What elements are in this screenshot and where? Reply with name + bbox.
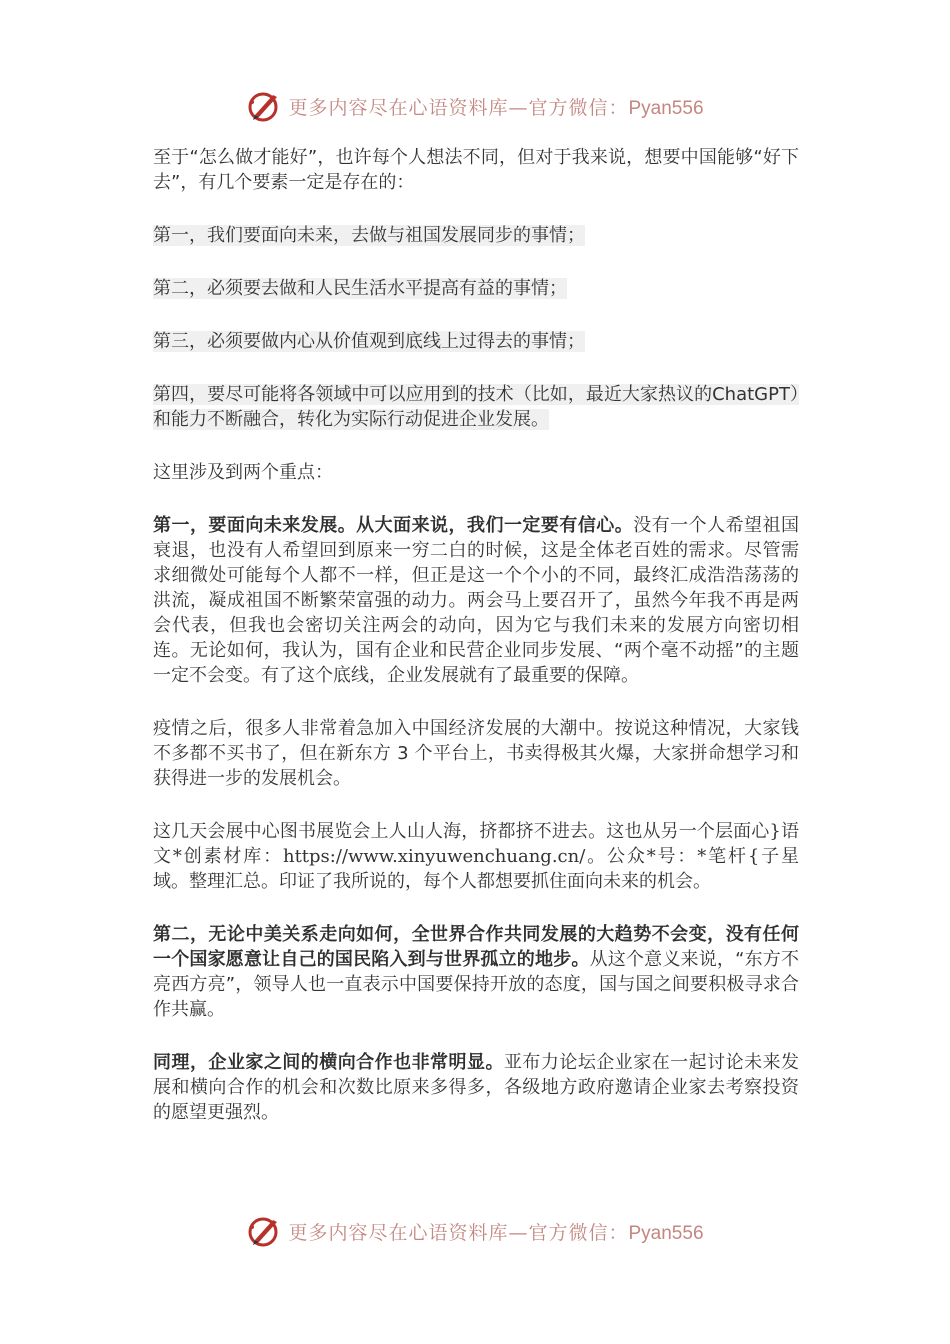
paragraph-intro: 至于“怎么做才能好”，也许每个人想法不同，但对于我来说，想要中国能够“好下去”，有几个要素一定是存在的： xyxy=(153,147,799,193)
footer-banner xyxy=(0,1211,950,1251)
paragraph-entrepreneur-cooperation: 同理，企业家之间的横向合作也非常明显。亚布力论坛企业家在一起讨论未来发展和横向合作的机会和次数比原来多得多，各级地方政府邀请企业家去考察投资的愿望更强烈。 xyxy=(153,1052,800,1123)
paragraph-book-fair: 这几天会展中心图书展览会上人山人海，挤都挤不进去。这也从另一个层面心}语文*创素材库：https://www.xinyuwenchuang.cn/。公众*号：*笔杆{子星域。整理汇总。印证了我所说的，每个人都想要抓住面向未来的机会。 xyxy=(153,821,799,892)
paragraph-after-epidemic: 疫情之后，很多人非常着急加入中国经济发展的大潮中。按说这种情况，大家钱不多都不买书了，但在新东方 3 个平台上，书卖得极其火爆，大家拼命想学习和获得进一步的发展机会。 xyxy=(153,718,799,789)
paragraph-future-development: 第一，要面向未来发展。从大面来说，我们一定要有信心。没有一个人希望祖国衰退，也没有人希望回到原来一穷二白的时候，这是全体老百姓的需求。尽管需求细微处可能每个人都不一样，但正是这一个个小的不同，最终汇成浩浩荡荡的洪流，凝成祖国不断繁荣富强的动力。两会马上要召开了，虽然今年我不再是两会代表，但我也会密切关注两会的动向，因为它与我们未来的发展方向密切相连。无论如何，我认为，国有企业和民营企业同步发展、“两个毫不动摇”的主题一定不会变。有了这个底线，企业发展就有了最重要的保障。 xyxy=(153,515,799,686)
paragraph-point-1: 第一，我们要面向未来，去做与祖国发展同步的事情； xyxy=(153,225,585,246)
paragraph-point-4: 第四，要尽可能将各领域中可以应用到的技术（比如，最近大家热议的ChatGPT）和能力不断融合，转化为实际行动促进企业发展。 xyxy=(153,384,799,430)
paragraph-two-points: 这里涉及到两个重点： xyxy=(153,462,333,483)
paragraph-point-3: 第三，必须要做内心从价值观到底线上过得去的事情； xyxy=(153,331,585,352)
paragraph-global-cooperation: 第二，无论中美关系走向如何，全世界合作共同发展的大趋势不会变，没有任何一个国家愿意让自己的国民陷入到与世界孤立的地步。从这个意义来说，“东方不亮西方亮”，领导人也一直表示中国要保持开放的态度，国与国之间要积极寻求合作共赢。 xyxy=(153,924,799,1020)
paragraph-point-2: 第二，必须要去做和人民生活水平提高有益的事情； xyxy=(153,278,567,299)
banner-text: 更多内容尽在心语资料库—官方微信：Pyan556 xyxy=(288,96,704,119)
pen-logo-icon xyxy=(246,1213,282,1249)
banner-text: 更多内容尽在心语资料库—官方微信：Pyan556 xyxy=(288,1221,704,1244)
pen-logo-icon xyxy=(246,88,282,124)
document-body xyxy=(153,145,799,1125)
header-banner xyxy=(0,86,950,126)
